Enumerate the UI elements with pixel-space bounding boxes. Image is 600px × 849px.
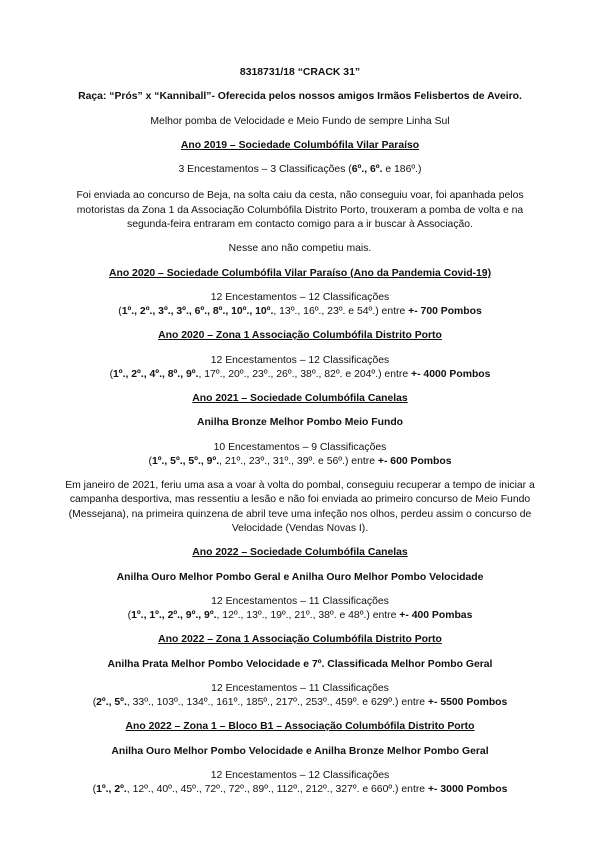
results-2022-canelas xyxy=(60,609,540,623)
results-2022-zona1 xyxy=(60,696,540,710)
award-2022-bloco-b1: Anilha Ouro Melhor Pombo Velocidade e Anilha Bronze Melhor Pombo Geral xyxy=(111,745,489,757)
stats-2019 xyxy=(60,163,540,177)
results-2020-zona1-a: ( xyxy=(109,368,114,380)
heading-2020-vilar: Ano 2020 – Sociedade Columbófila Vilar Paraíso (Ano da Pandemia Covid-19) xyxy=(108,267,492,279)
results-2020-vilar-c: , 13º., 16º., 23º. e 54º.) entre xyxy=(273,306,409,318)
results-2020-zona1-b: 1º., 2º., 4º., 8º., 9º. xyxy=(113,368,199,380)
stats-2022-canelas-count: 12 Encestamentos – 11 Classificações xyxy=(211,595,389,607)
stats-2021-count: 10 Encestamentos – 9 Classificações xyxy=(213,441,387,453)
results-2022-canelas-c: , 12º., 13º., 19º., 21º., 38º. e 48º.) entre xyxy=(216,610,400,622)
breed-line: Raça: “Prós” x “Kanniball”- Oferecida pelos nossos amigos Irmãos Felisbertos de Aveiro. xyxy=(78,91,522,103)
stats-2021 xyxy=(60,441,540,469)
stats-2020-zona1 xyxy=(60,354,540,382)
note-2019: Nesse ano não competiu mais. xyxy=(228,243,372,255)
results-2020-zona1 xyxy=(60,368,540,382)
results-2021-a: ( xyxy=(148,455,152,467)
stats-2020-vilar-count: 12 Encestamentos – 12 Classificações xyxy=(210,291,390,303)
results-2022-canelas-b: 1º., 1º., 2º., 9º., 9º. xyxy=(131,610,217,622)
story-2021: Em janeiro de 2021, feriu uma asa a voar à volta do pombal, conseguiu recuperar a tempo de iniciar a campanha desportiva, mas ressentiu a lesão e não foi enviada ao primeiro concurso de Meio Fundo (Messejana), na primeira quinzena de abril teve uma infeção nos olhos, perdeu assim o concurso de Velocidade (Vendas Novas I). xyxy=(65,480,535,534)
heading-2021: Ano 2021 – Sociedade Columbófila Canelas xyxy=(192,393,408,405)
results-2021 xyxy=(60,455,540,469)
award-2022-zona1: Anilha Prata Melhor Pombo Velocidade e 7º. Classificada Melhor Pombo Geral xyxy=(107,658,493,670)
stats-2019-a: 3 Encestamentos – 3 Classificações ( xyxy=(178,164,352,176)
results-2022-zona1-c: , 33º., 103º., 134º., 161º., 185º., 217º., 253º., 459º. e 629º.) entre xyxy=(126,697,428,709)
document-page xyxy=(60,66,540,797)
results-2022-zona1-a: ( xyxy=(92,697,97,709)
results-2020-zona1-d: +- 4000 Pombos xyxy=(411,368,491,380)
stats-2022-bloco-b1-count: 12 Encestamentos – 12 Classificações xyxy=(210,769,390,781)
heading-2022-zona1: Ano 2022 – Zona 1 Associação Columbófila Distrito Porto xyxy=(158,634,442,646)
results-2022-bloco-b1-b: 1º., 2º. xyxy=(96,784,127,796)
heading-2020-zona1: Ano 2020 – Zona 1 Associação Columbófila Distrito Porto xyxy=(158,330,442,342)
award-2021: Anilha Bronze Melhor Pombo Meio Fundo xyxy=(196,417,404,429)
ring-number: 8318731/18 “CRACK 31” xyxy=(239,67,361,78)
heading-2019: Ano 2019 – Sociedade Columbófila Vilar Paraíso xyxy=(180,139,420,151)
heading-2022-canelas: Ano 2022 – Sociedade Columbófila Canelas xyxy=(192,547,408,559)
results-2022-canelas-a: ( xyxy=(127,610,132,622)
stats-2022-zona1 xyxy=(60,682,540,710)
results-2020-vilar-a: ( xyxy=(118,306,122,318)
results-2022-zona1-b: 2º., 5º. xyxy=(96,697,127,709)
results-2022-bloco-b1-a: ( xyxy=(92,784,97,796)
results-2022-bloco-b1-c: , 12º., 40º., 45º., 72º., 72º., 89º., 112º., 212º., 327º. e 660º.) entre xyxy=(126,784,428,796)
stats-2022-zona1-count: 12 Encestamentos – 11 Classificações xyxy=(211,682,389,694)
award-2022-canelas: Anilha Ouro Melhor Pombo Geral e Anilha Ouro Melhor Pombo Velocidade xyxy=(116,571,484,583)
results-2021-b: 1º., 5º., 5º., 9º. xyxy=(151,455,220,467)
story-2019: Foi enviada ao concurso de Beja, na solta caiu da cesta, não conseguiu voar, foi apanhada pelos motoristas da Zona 1 da Associação Columbófila Distrito Porto, trouxeram a pomba de volta e na segunda-feira entraram em contacto comigo para a ir buscar à Associação. xyxy=(76,190,524,231)
results-2022-zona1-d: +- 5500 Pombos xyxy=(427,697,508,709)
results-2020-zona1-c: , 17º., 20º., 23º., 26º., 38º., 82º. e 204º.) entre xyxy=(198,368,412,380)
stats-2022-bloco-b1 xyxy=(60,769,540,797)
results-2022-canelas-d: +- 400 Pombas xyxy=(399,610,473,622)
stats-2022-canelas xyxy=(60,595,540,623)
results-2021-d: +- 600 Pombos xyxy=(377,455,452,467)
subtitle: Melhor pomba de Velocidade e Meio Fundo de sempre Linha Sul xyxy=(150,115,450,127)
heading-2022-bloco-b1: Ano 2022 – Zona 1 – Bloco B1 – Associação Columbófila Distrito Porto xyxy=(125,721,475,733)
results-2022-bloco-b1 xyxy=(60,783,540,797)
stats-2019-c: e 186º.) xyxy=(382,164,422,176)
stats-2020-zona1-count: 12 Encestamentos – 12 Classificações xyxy=(210,354,390,366)
results-2020-vilar xyxy=(60,305,540,319)
stats-2020-vilar xyxy=(60,291,540,319)
results-2020-vilar-d: +- 700 Pombos xyxy=(408,306,482,318)
stats-2019-b: 6º., 6º. xyxy=(351,164,383,176)
results-2022-bloco-b1-d: +- 3000 Pombos xyxy=(427,784,508,796)
results-2021-c: , 21º., 23º., 31º., 39º. e 56º.) entre xyxy=(219,455,378,467)
results-2020-vilar-b: 1º., 2º., 3º., 3º., 6º., 8º., 10º., 10º. xyxy=(121,306,274,318)
